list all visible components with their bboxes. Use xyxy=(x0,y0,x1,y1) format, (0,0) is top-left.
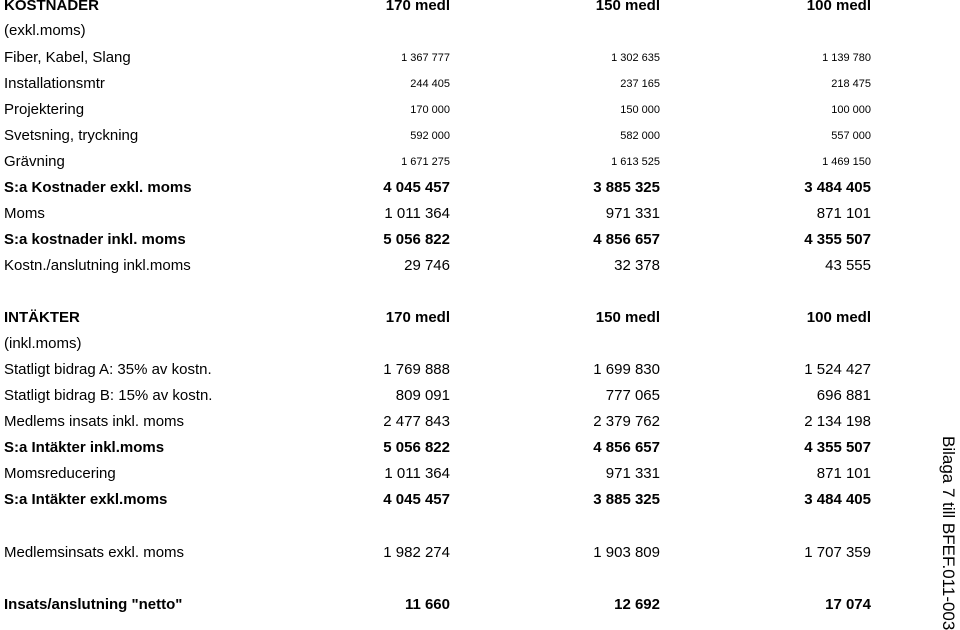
table-row xyxy=(0,97,880,123)
value-150: 2 379 762 xyxy=(593,413,660,430)
value-100: 557 000 xyxy=(831,130,871,142)
value-100: 4 355 507 xyxy=(804,231,871,248)
value-170: 29 746 xyxy=(404,257,450,274)
value-170: 1 671 275 xyxy=(401,156,450,168)
value-100: 2 134 198 xyxy=(804,413,871,430)
value-170: 5 056 822 xyxy=(383,231,450,248)
row-label: Statligt bidrag B: 15% av kostn. xyxy=(4,387,213,404)
summary-row xyxy=(0,175,880,201)
value-100: 4 355 507 xyxy=(804,439,871,456)
value-150: 971 331 xyxy=(605,465,660,482)
value-170: 4 045 457 xyxy=(383,491,450,508)
value-170: 1 011 364 xyxy=(384,205,450,222)
row-label: Momsreducering xyxy=(4,465,116,482)
row-label: Medlemsinsats exkl. moms xyxy=(4,544,185,561)
value-170: 4 045 457 xyxy=(383,179,450,196)
row-label: Statligt bidrag A: 35% av kostn. xyxy=(4,361,212,378)
value-150: 4 856 657 xyxy=(593,231,660,248)
intakter-subtitle: (inkl.moms) xyxy=(4,335,82,352)
column-header-150: 150 medl xyxy=(595,0,660,14)
value-170: 244 405 xyxy=(410,78,450,90)
value-170: 170 000 xyxy=(410,104,450,116)
value-150: 12 692 xyxy=(614,596,660,613)
value-150: 971 331 xyxy=(605,205,660,222)
value-150: 1 903 809 xyxy=(593,544,660,561)
row-label: Svetsning, tryckning xyxy=(4,127,139,144)
column-header-170: 170 medl xyxy=(385,0,450,14)
value-170: 5 056 822 xyxy=(383,439,450,456)
value-150: 582 000 xyxy=(620,130,660,142)
value-100: 1 469 150 xyxy=(822,156,871,168)
row-label: Kostn./anslutning inkl.moms xyxy=(4,257,191,274)
table-row xyxy=(0,71,880,97)
intakter-subtitle-row xyxy=(0,331,880,357)
intakter-header-row xyxy=(0,305,880,331)
value-170: 1 011 364 xyxy=(384,465,450,482)
value-100: 218 475 xyxy=(831,78,871,90)
value-100: 3 484 405 xyxy=(804,491,871,508)
value-100: 100 000 xyxy=(831,104,871,116)
row-label: S:a Intäkter exkl.moms xyxy=(4,491,168,508)
value-100: 871 101 xyxy=(816,205,871,222)
intakter-title: INTÄKTER xyxy=(4,309,80,326)
value-170: 2 477 843 xyxy=(383,413,450,430)
value-150: 150 000 xyxy=(620,104,660,116)
value-150: 777 065 xyxy=(605,387,660,404)
value-100: 871 101 xyxy=(816,465,871,482)
kostnader-header-row xyxy=(0,0,880,19)
value-150: 4 856 657 xyxy=(593,439,660,456)
column-header-150: 150 medl xyxy=(595,309,660,326)
kostnader-subtitle-row xyxy=(0,18,880,44)
row-label: Medlems insats inkl. moms xyxy=(4,413,185,430)
value-100: 3 484 405 xyxy=(804,179,871,196)
row-label: Insats/anslutning "netto" xyxy=(4,596,183,613)
table-row xyxy=(0,357,880,383)
value-170: 592 000 xyxy=(410,130,450,142)
column-header-100: 100 medl xyxy=(806,0,871,14)
value-150: 1 699 830 xyxy=(593,361,660,378)
value-100: 17 074 xyxy=(825,596,871,613)
row-label: Installationsmtr xyxy=(4,75,105,92)
value-170: 11 660 xyxy=(404,596,450,613)
summary-row xyxy=(0,487,880,513)
table-row xyxy=(0,461,880,487)
table-row xyxy=(0,149,880,175)
value-150: 3 885 325 xyxy=(593,491,660,508)
table-row xyxy=(0,45,880,71)
value-100: 43 555 xyxy=(825,257,871,274)
column-header-170: 170 medl xyxy=(385,309,450,326)
value-100: 1 139 780 xyxy=(822,52,871,64)
value-170: 1 367 777 xyxy=(401,52,450,64)
value-150: 1 613 525 xyxy=(611,156,660,168)
table-row xyxy=(0,383,880,409)
appendix-label: Bilaga 7 till BFEF.011-003 xyxy=(939,436,958,630)
row-label: Fiber, Kabel, Slang xyxy=(4,49,131,66)
summary-row xyxy=(0,227,880,253)
row-label: Moms xyxy=(4,205,45,222)
value-150: 237 165 xyxy=(620,78,660,90)
row-label: S:a Intäkter inkl.moms xyxy=(4,439,165,456)
summary-row xyxy=(0,435,880,461)
value-100: 1 524 427 xyxy=(804,361,871,378)
row-label: Projektering xyxy=(4,101,85,118)
summary-row xyxy=(0,592,880,618)
value-150: 3 885 325 xyxy=(593,179,660,196)
row-label: S:a Kostnader exkl. moms xyxy=(4,179,192,196)
column-header-100: 100 medl xyxy=(806,309,871,326)
table-row xyxy=(0,123,880,149)
table-row xyxy=(0,540,880,566)
summary-row xyxy=(0,201,880,227)
table-row xyxy=(0,409,880,435)
value-170: 809 091 xyxy=(395,387,450,404)
value-170: 1 982 274 xyxy=(383,544,450,561)
kostnader-subtitle: (exkl.moms) xyxy=(4,22,86,39)
value-100: 696 881 xyxy=(816,387,871,404)
kostnader-title: KOSTNADER xyxy=(4,0,100,14)
summary-row xyxy=(0,253,880,279)
value-150: 32 378 xyxy=(614,257,660,274)
row-label: Grävning xyxy=(4,153,65,170)
row-label: S:a kostnader inkl. moms xyxy=(4,231,186,248)
value-170: 1 769 888 xyxy=(383,361,450,378)
value-100: 1 707 359 xyxy=(804,544,871,561)
value-150: 1 302 635 xyxy=(611,52,660,64)
